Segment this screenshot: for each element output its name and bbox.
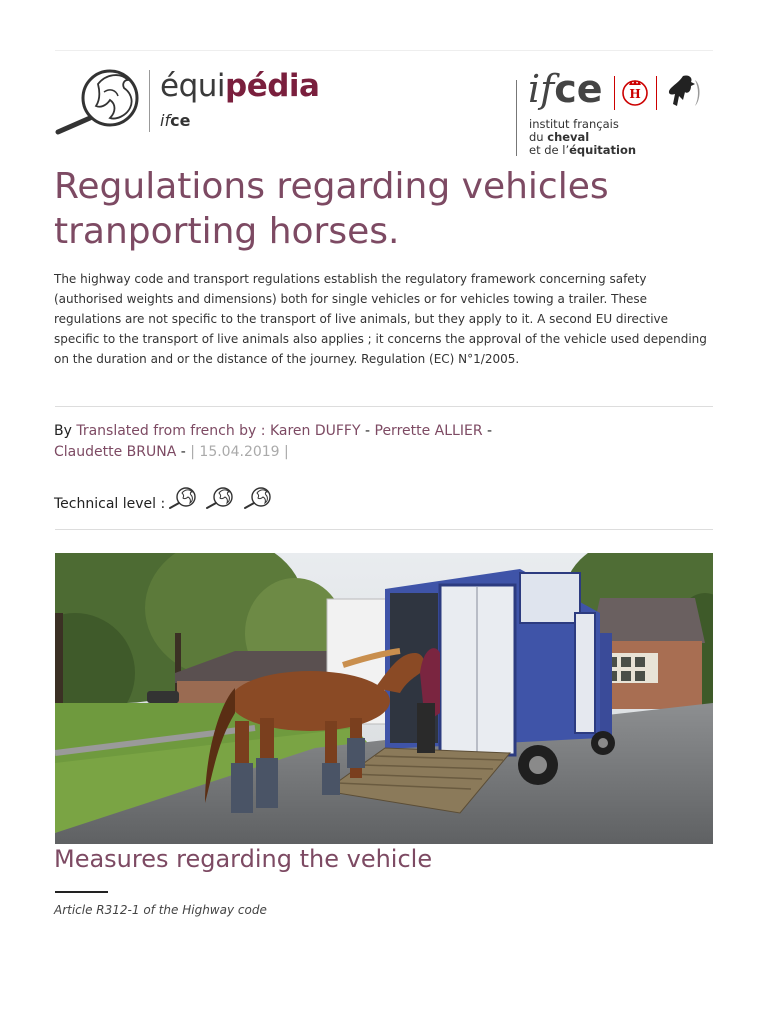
equipedia-wordmark: équipédia bbox=[160, 68, 320, 104]
publish-date: | 15.04.2019 | bbox=[190, 444, 289, 460]
article-reference: Article R312-1 of the Highway code bbox=[54, 903, 267, 917]
ifce-logo-bar bbox=[516, 80, 517, 156]
technical-level-label: Technical level : bbox=[54, 496, 166, 512]
byline-bottom-divider bbox=[55, 529, 713, 530]
section-underline bbox=[55, 891, 108, 893]
header-divider bbox=[55, 50, 713, 51]
page-title: Regulations regarding vehicles tranporting horses. bbox=[54, 166, 609, 252]
ifce-separator bbox=[656, 76, 657, 110]
magnifier-horse-icon bbox=[54, 66, 146, 136]
byline bbox=[54, 421, 714, 463]
article-photo bbox=[55, 553, 713, 844]
intro-paragraph: The highway code and transport regulations establish the regulatory framework concerning safety (authorised weights and dimensions) both for single vehicles or for vehicles towing a trailer. These regulations are not specific to the transport of live animals, but they apply to it. A second EU directive specific to the transport of live animals also applies ; it concerns the approval of the vehicle used depending on the duration and or the distance of the journey. Regulation (EC) N°1/2005. bbox=[54, 272, 707, 366]
rearing-horse-icon bbox=[661, 72, 703, 112]
ifce-logo[interactable] bbox=[510, 67, 710, 160]
horse-trailer-photo bbox=[55, 553, 713, 844]
author-separator: - bbox=[482, 423, 493, 439]
ifce-separator bbox=[614, 76, 615, 110]
author-link-allier[interactable]: Perrette ALLIER bbox=[374, 423, 483, 439]
by-label: By bbox=[54, 423, 77, 439]
haras-emblem-icon bbox=[620, 78, 650, 108]
author-link-duffy[interactable]: Translated from french by : Karen DUFFY bbox=[76, 423, 361, 439]
horse-magnifier-icon bbox=[243, 486, 273, 510]
technical-level bbox=[54, 490, 454, 518]
svg-text:H: H bbox=[629, 87, 641, 101]
ifce-fullname: institut français du cheval et de l’équitation bbox=[529, 117, 637, 157]
author-separator: - bbox=[176, 444, 191, 460]
section-heading: Measures regarding the vehicle bbox=[54, 845, 433, 873]
author-separator: - bbox=[360, 423, 375, 439]
author-link-bruna[interactable]: Claudette BRUNA bbox=[54, 444, 177, 460]
logo-divider bbox=[149, 70, 150, 132]
equipedia-logo[interactable] bbox=[54, 66, 324, 138]
byline-top-divider bbox=[55, 406, 713, 407]
horse-magnifier-icon bbox=[168, 486, 198, 510]
technical-level-icons bbox=[168, 486, 276, 514]
horse-magnifier-icon bbox=[205, 486, 235, 510]
equipedia-ifce-mark: ifce bbox=[160, 111, 191, 130]
ifce-wordmark: ifce bbox=[528, 67, 603, 111]
